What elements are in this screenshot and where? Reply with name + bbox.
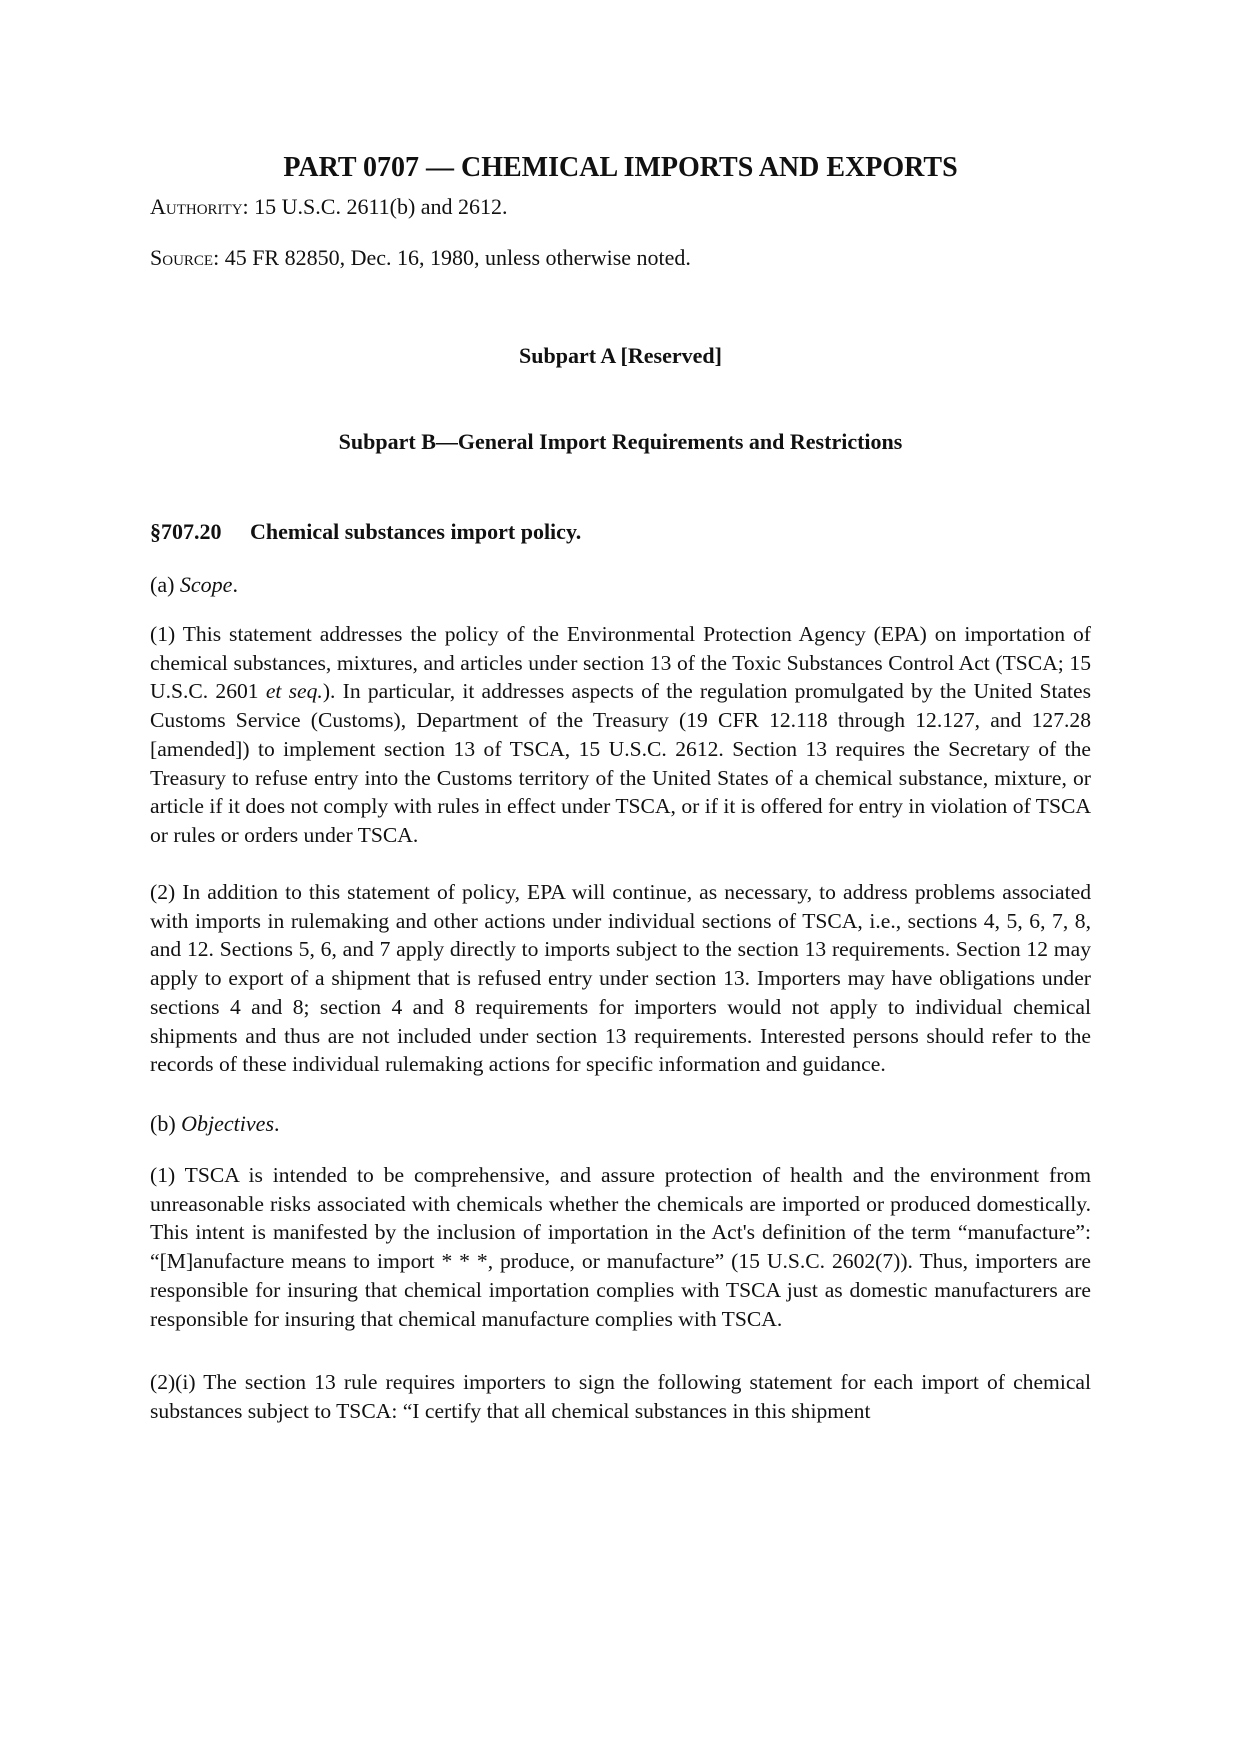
objectives-prefix: (b) [150, 1111, 182, 1136]
section-number: §707.20 [150, 519, 222, 544]
subpart-a-heading: Subpart A [Reserved] [519, 343, 722, 368]
scope-prefix: (a) [150, 572, 180, 597]
scope-paragraph-2: (2) In addition to this statement of policy, EPA will continue, as necessary, to address problems associated with imports in rulemaking and other actions under individual sections of TSCA, i.e., sections 4, 5, 6, 7, 8, and 12. Sections 5, 6, and 7 apply directly to imports subject to the section 13 requirements. Section 12 may apply to export of a shipment that is refused entry under section 13. Importers may have obligations under sections 4 and 8; section 4 and 8 requirements for importers would not apply to individual chemical shipments and thus are not included under section 13 requirements. Interested persons should refer to the records of these individual rulemaking actions for specific information and guidance. [150, 880, 1091, 1077]
subpart-b-heading: Subpart B—General Import Requirements and Restrictions [338, 429, 903, 454]
source-text: : 45 FR 82850, Dec. 16, 1980, unless otherwise noted. [213, 245, 691, 270]
section-heading [150, 518, 581, 546]
source-line [150, 244, 691, 272]
scope-label [150, 571, 238, 599]
authority-label: Authority [150, 194, 243, 219]
scope-suffix: . [232, 572, 238, 597]
source-label: Source [150, 245, 214, 270]
authority-text: : 15 U.S.C. 2611(b) and 2612. [242, 194, 508, 219]
objectives-paragraph-2: (2)(i) The section 13 rule requires importers to sign the following statement for each import of chemical substances subject to TSCA: “I certify that all chemical substances in this shipment [150, 1370, 1091, 1423]
scope-paragraph-1 [150, 620, 1091, 850]
scope-p1-text-before: (1) This statement addresses the policy of the Environmental Protection Agency (EPA) on importation of chemical substances, mixtures, and articles under section 13 of the Toxic Substances Control Act (TSCA; 15 U.S.C. 2601 [150, 622, 1091, 704]
objectives-paragraph-1: (1) TSCA is intended to be comprehensive, and assure protection of health and the environment from unreasonable risks associated with chemicals whether the chemicals are imported or produced domestically. This intent is manifested by the inclusion of importation in the Act's definition of the term “manufacture”: “[M]anufacture means to import * * *, produce, or manufacture” (15 U.S.C. 2602(7)). Thus, importers are responsible for insuring that chemical importation complies with TSCA just as domestic manufacturers are responsible for insuring that chemical manufacture complies with TSCA. [150, 1163, 1091, 1331]
objectives-label-text: Objectives [181, 1111, 275, 1136]
objectives-suffix: . [274, 1111, 280, 1136]
scope-label-text: Scope [179, 572, 233, 597]
objectives-label [150, 1110, 280, 1138]
section-title: Chemical substances import policy. [250, 519, 582, 544]
authority-line [150, 193, 508, 221]
part-title: PART 0707 — CHEMICAL IMPORTS AND EXPORTS [283, 152, 958, 183]
scope-p1-text-after: ). In particular, it addresses aspects of the regulation promulgated by the United States Customs Service (Customs), Department of the Treasury (19 CFR 12.118 through 12.127, and 127.28 [amended]) to implement section 13 of TSCA, 15 U.S.C. 2612. Section 13 requires the Secretary of the Treasury to refuse entry into the Customs territory of the United States of a chemical substance, mixture, or article if it does not comply with rules in effect under TSCA, or if it is offered for entry in violation of TSCA or rules or orders under TSCA. [150, 679, 1092, 847]
scope-p1-italic: et seq. [265, 679, 323, 704]
